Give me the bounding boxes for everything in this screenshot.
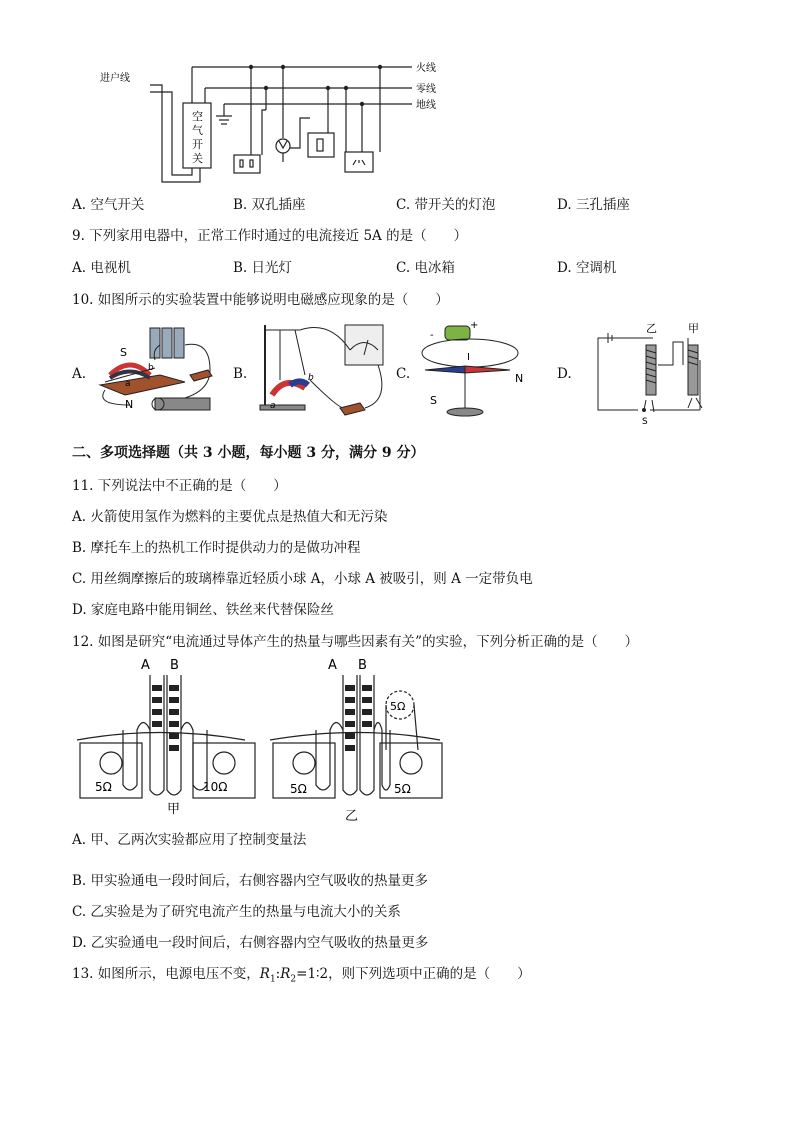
q12-option-b[interactable]: B. 甲实验通电一段时间后，右侧容器内空气吸收的热量更多 <box>72 873 429 889</box>
q11-stem: 11. 下列说法中不正确的是（ ） <box>72 478 287 494</box>
jia-left-resistor: 5Ω <box>95 780 112 794</box>
ground-wire-label: 地线 <box>416 100 436 111</box>
q8-option-d[interactable]: D. 三孔插座 <box>557 197 630 213</box>
r2-symbol: R <box>280 966 291 982</box>
q10a-label-b: b <box>148 363 154 373</box>
q10-option-d-letter[interactable]: D. <box>557 366 572 382</box>
q10-figure-a <box>90 320 230 415</box>
q9-option-d[interactable]: D. 空调机 <box>557 260 617 276</box>
breaker-char-2: 气 <box>192 124 203 137</box>
q10-figure-b <box>250 320 390 415</box>
q12-figure-yi <box>268 655 468 825</box>
q12-option-a[interactable]: A. 甲、乙两次实验都应用了控制变量法 <box>72 832 307 848</box>
q10a-label-n: N <box>125 398 134 411</box>
q12-stem: 12. 如图是研究“电流通过导体产生的热量与哪些因素有关”的实验，下列分析正确的是（ ） <box>72 634 639 650</box>
q10c-label-minus: - <box>430 330 434 341</box>
q10a-label-s: S <box>120 346 127 359</box>
q8-option-b[interactable]: B. 双孔插座 <box>233 197 306 213</box>
live-wire-label: 火线 <box>416 63 436 74</box>
q11-option-c[interactable]: C. 用丝绸摩擦后的玻璃棒靠近轻质小球 A，小球 A 被吸引，则 A 一定带负电 <box>72 571 533 587</box>
q9-option-a[interactable]: A. 电视机 <box>72 260 131 276</box>
q11-option-b[interactable]: B. 摩托车上的热机工作时提供动力的是做功冲程 <box>72 540 361 556</box>
breaker-char-4: 关 <box>192 152 203 165</box>
q10b-label-b: b <box>308 373 314 383</box>
q10-option-a-letter[interactable]: A. <box>72 366 87 382</box>
q10-option-b-letter[interactable]: B. <box>233 366 248 382</box>
yi-top-resistor: 5Ω <box>390 700 406 713</box>
q8-option-c[interactable]: C. 带开关的灯泡 <box>396 197 496 213</box>
breaker-char-1: 空 <box>192 110 203 123</box>
q10d-label-yi: 乙 <box>646 322 657 335</box>
q10c-label-plus: + <box>470 320 479 331</box>
q12-option-c[interactable]: C. 乙实验是为了研究电流产生的热量与电流大小的关系 <box>72 904 401 920</box>
yi-caption: 乙 <box>345 809 359 824</box>
q10-stem: 10. 如图所示的实验装置中能够说明电磁感应现象的是（ ） <box>72 292 449 308</box>
q9-option-b[interactable]: B. 日光灯 <box>233 260 293 276</box>
yi-right-resistor: 5Ω <box>394 782 411 796</box>
q10-option-c-letter[interactable]: C. <box>396 366 411 382</box>
q10c-label-n: N <box>515 372 524 385</box>
breaker-char-3: 开 <box>192 138 203 151</box>
q10a-label-a: a <box>125 379 131 389</box>
q10c-label-s: S <box>430 394 437 407</box>
incoming-line-label: 进户线 <box>100 73 130 84</box>
q8-option-a[interactable]: A. 空气开关 <box>72 197 145 213</box>
q10-figure-c <box>415 318 535 423</box>
yi-left-resistor: 5Ω <box>290 782 307 796</box>
q11-option-d[interactable]: D. 家庭电路中能用铜丝、铁丝来代替保险丝 <box>72 602 334 618</box>
jia-caption: 甲 <box>167 802 181 817</box>
r1-symbol: R <box>259 966 270 982</box>
q10d-label-jia: 甲 <box>688 322 699 335</box>
q9-stem: 9. 下列家用电器中，正常工作时通过的电流接近 5A 的是（ ） <box>72 228 468 244</box>
q12-option-d[interactable]: D. 乙实验通电一段时间后，右侧容器内空气吸收的热量更多 <box>72 935 429 951</box>
q10b-label-a: a <box>270 401 276 411</box>
neutral-wire-label: 零线 <box>416 84 436 95</box>
q13-stem: 13. 如图所示，电源电压不变，$R_1:R_2=1∶2$，则下列选项中正确的是（ ） <box>72 966 531 985</box>
household-circuit-figure <box>0 0 794 200</box>
jia-tube-b: B <box>170 658 179 673</box>
q10d-label-s: S <box>642 417 648 427</box>
section-2-title: 二、多项选择题（共 3 小题，每小题 3 分，满分 9 分） <box>72 445 425 461</box>
yi-tube-b: B <box>358 658 367 673</box>
q10-figure-d <box>578 320 718 427</box>
yi-tube-a: A <box>328 658 337 673</box>
jia-tube-a: A <box>141 658 150 673</box>
jia-right-resistor: 10Ω <box>203 780 228 794</box>
q11-option-a[interactable]: A. 火箭使用氢作为燃料的主要优点是热值大和无污染 <box>72 509 388 525</box>
q12-figure-jia <box>75 655 275 815</box>
q10c-label-i: I <box>467 352 470 363</box>
q9-option-c[interactable]: C. 电冰箱 <box>396 260 455 276</box>
